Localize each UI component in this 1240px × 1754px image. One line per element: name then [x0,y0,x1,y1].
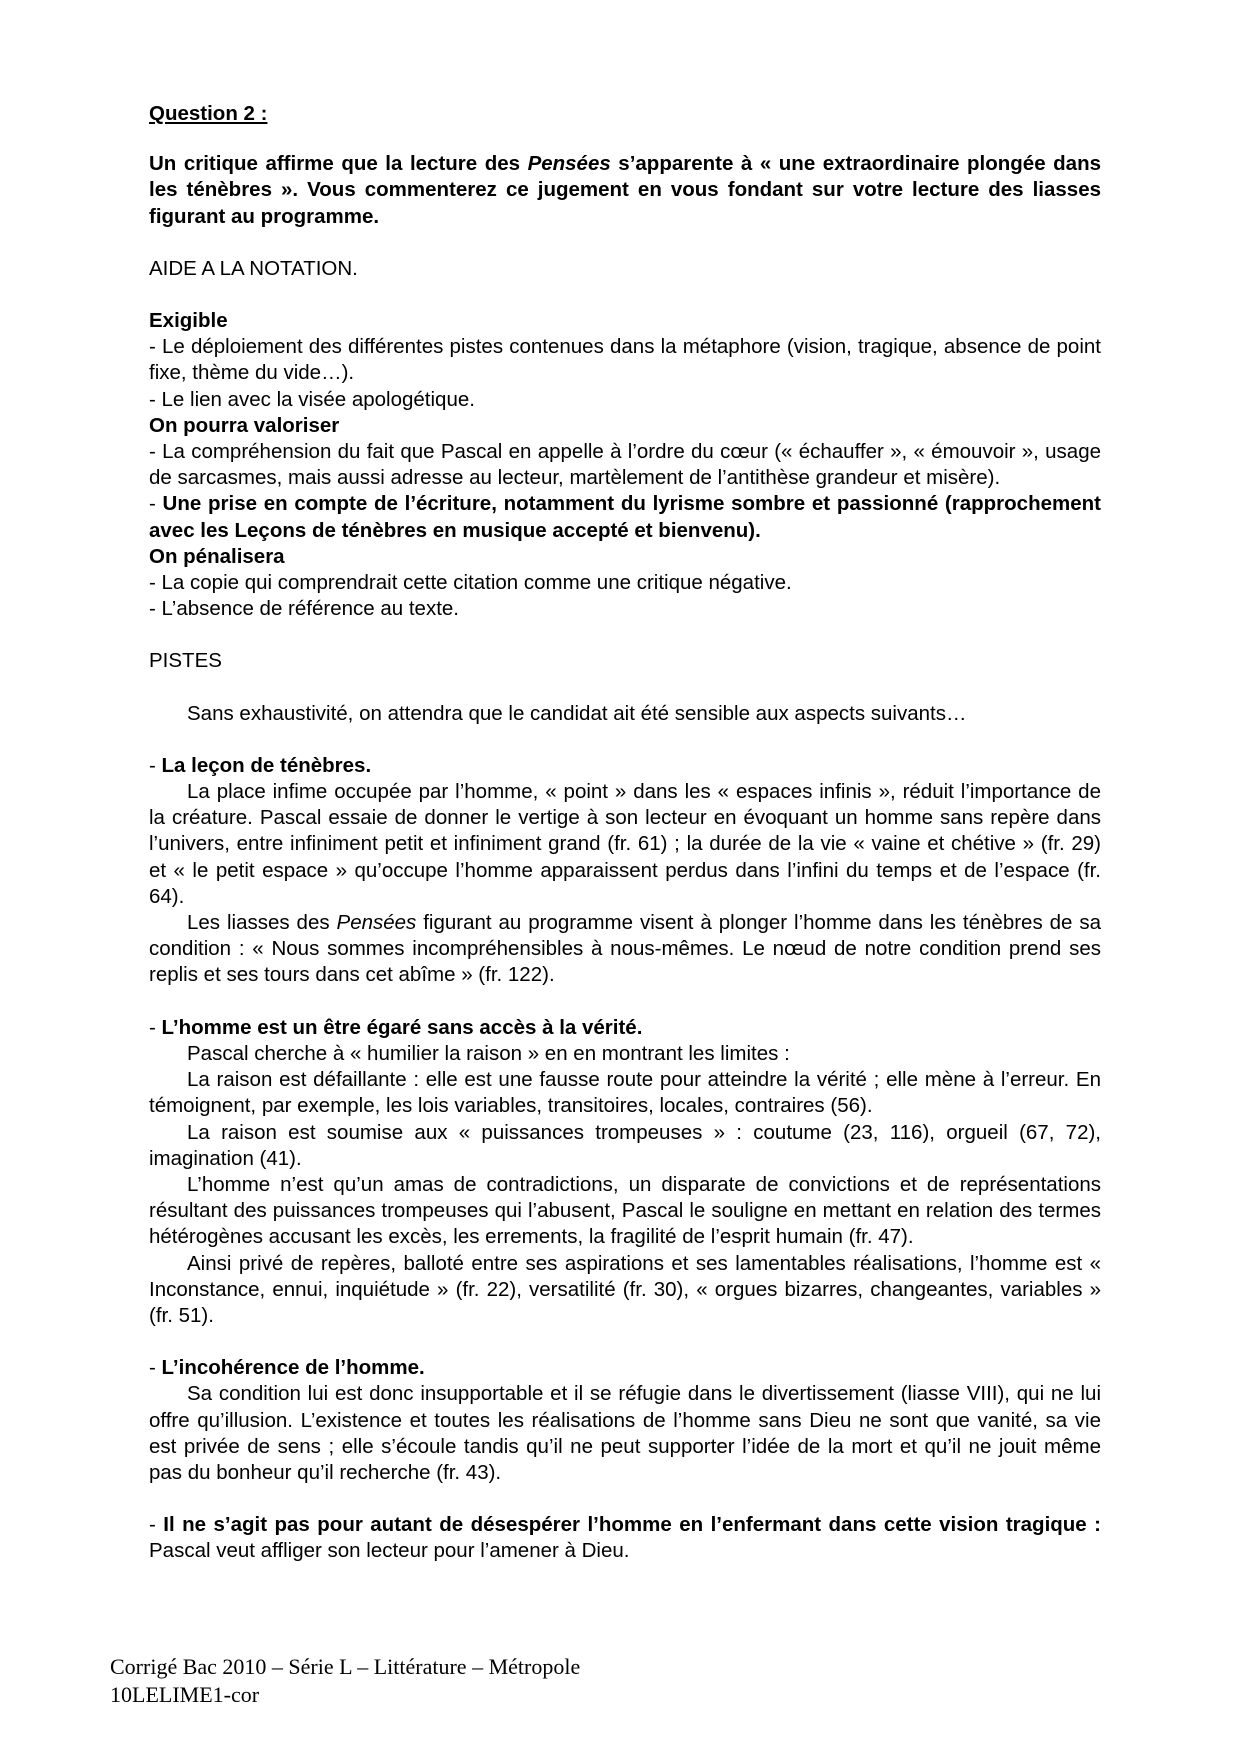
page-footer [110,1653,580,1709]
subject-text-start: Un critique affirme que la lecture des [149,152,528,176]
section-heading [149,1015,1101,1041]
penaliser-item: - L’absence de référence au texte. [149,597,459,621]
pistes-label: PISTES [149,649,222,673]
penaliser-heading: On pénalisera [149,544,285,568]
valoriser-heading: On pourra valoriser [149,413,340,437]
paragraph-title-italic: Pensées [336,911,417,935]
conclusion-text: Pascal veut affliger son lecteur pour l’amener à Dieu. [149,1539,630,1563]
section-heading [149,753,1101,779]
section-paragraph: La raison est défaillante : elle est une fausse route pour atteindre la vérité ; elle mène à l’erreur. En témoignent, par exemple, les lois variables, transitoires, locales, contraires (56). [149,1068,1101,1118]
section-paragraph: Sa condition lui est donc insupportable et il se réfugie dans le divertissement (liasse VIII), qui ne lui offre qu’illusion. L’existence et toutes les réalisations de l’homme sans Dieu ne sont que vanité, sa vie est privée de sens ; elle s’écoule tandis qu’il ne peut supporter l’idée de la mort et qu’il ne jouit même pas du bonheur qu’il recherche (fr. 43). [149,1382,1101,1484]
section-heading-text: L’homme est un être égaré sans accès à la vérité. [161,1015,643,1039]
subject-title-italic: Pensées [527,152,611,176]
exigible-item: - Le lien avec la visée apologétique. [149,387,475,411]
section-conclusion [149,1512,1101,1564]
valoriser-item [149,491,1101,543]
footer-code: 10LELIME1-cor [110,1682,260,1707]
section-heading [149,1355,1101,1381]
paragraph-text-start: Les liasses des [187,911,337,935]
section-heading-text: La leçon de ténèbres. [161,753,372,777]
document-body [149,101,1101,1565]
section-paragraph: La place infime occupée par l’homme, « point » dans les « espaces infinis », réduit l’importance de la créature. Pascal essaie de donner le vertige à son lecteur en évoquant un homme sans repère dans l’univers, entre infiniment petit et infiniment grand (fr. 61) ; la durée de la vie « vaine et chétive » (fr. 29) et « le petit espace » qu’occupe l’homme apparaissent perdus dans l’infini du temps et de l’espace (fr. 64). [149,780,1101,908]
exigible-heading: Exigible [149,309,228,333]
footer-title: Corrigé Bac 2010 – Série L – Littérature – Métropole [110,1654,581,1679]
notation-label: AIDE A LA NOTATION. [149,256,358,280]
section-heading-text: Il ne s’agit pas pour autant de désespérer l’homme en l’enfermant dans cette vision tragique : [163,1513,1101,1537]
paragraph-text-end: figurant au programme visent à plonger l’homme dans les ténèbres de sa condition : « Nous sommes incompréhensibles à nous-mêmes. Le nœud de notre condition prend ses replis et ses tours dans cet abîme » (fr. 122). [149,911,1101,987]
section-dash: - [149,1513,164,1537]
exigible-item: - Le déploiement des différentes pistes contenues dans la métaphore (vision, tragique, absence de point fixe, thème du vide…). [149,335,1101,385]
section-paragraph [149,910,1101,989]
section-dash: - [149,753,162,777]
section-dash: - [149,1356,162,1380]
section-heading-text: L’incohérence de l’homme. [161,1356,425,1380]
section-paragraph: L’homme n’est qu’un amas de contradictions, un disparate de convictions et de représentations résultant des puissances trompeuses qui l’abusent, Pascal le souligne en mettant en relation des termes hétérogènes accusant les excès, les errements, la fragilité de l’esprit humain (fr. 47). [149,1172,1101,1249]
pistes-intro: Sans exhaustivité, on attendra que le candidat ait été sensible aux aspects suivants… [187,701,967,725]
section-paragraph: Pascal cherche à « humilier la raison » en en montrant les limites : [187,1041,790,1065]
valoriser-item-dash: - [149,492,163,516]
question-title: Question 2 : [149,102,268,125]
valoriser-item: - La compréhension du fait que Pascal en appelle à l’ordre du cœur (« échauffer », « émouvoir », usage de sarcasmes, mais aussi adresse au lecteur, martèlement de l’antithèse grandeur et misère). [149,440,1101,490]
penaliser-item: - La copie qui comprendrait cette citation comme une critique négative. [149,571,792,595]
section-paragraph: La raison est soumise aux « puissances trompeuses » : coutume (23, 116), orgueil (67, 72), imagination (41). [149,1120,1101,1170]
valoriser-item-bold: Une prise en compte de l’écriture, notamment du lyrisme sombre et passionné (rapprochement avec les Leçons de ténèbres en musique accepté et bienvenu). [149,492,1101,542]
question-subject [149,151,1101,230]
section-dash: - [149,1015,162,1039]
section-paragraph: Ainsi privé de repères, balloté entre ses aspirations et ses lamentables réalisations, l’homme est « Inconstance, ennui, inquiétude » (fr. 22), versatilité (fr. 30), « orgues bizarres, changeantes, variables » (fr. 51). [149,1251,1101,1327]
subject-text-end: s’apparente à « une extraordinaire plongée dans les ténèbres ». Vous commenterez ce jugement en vous fondant sur votre lecture des liasses figurant au programme. [149,152,1101,228]
